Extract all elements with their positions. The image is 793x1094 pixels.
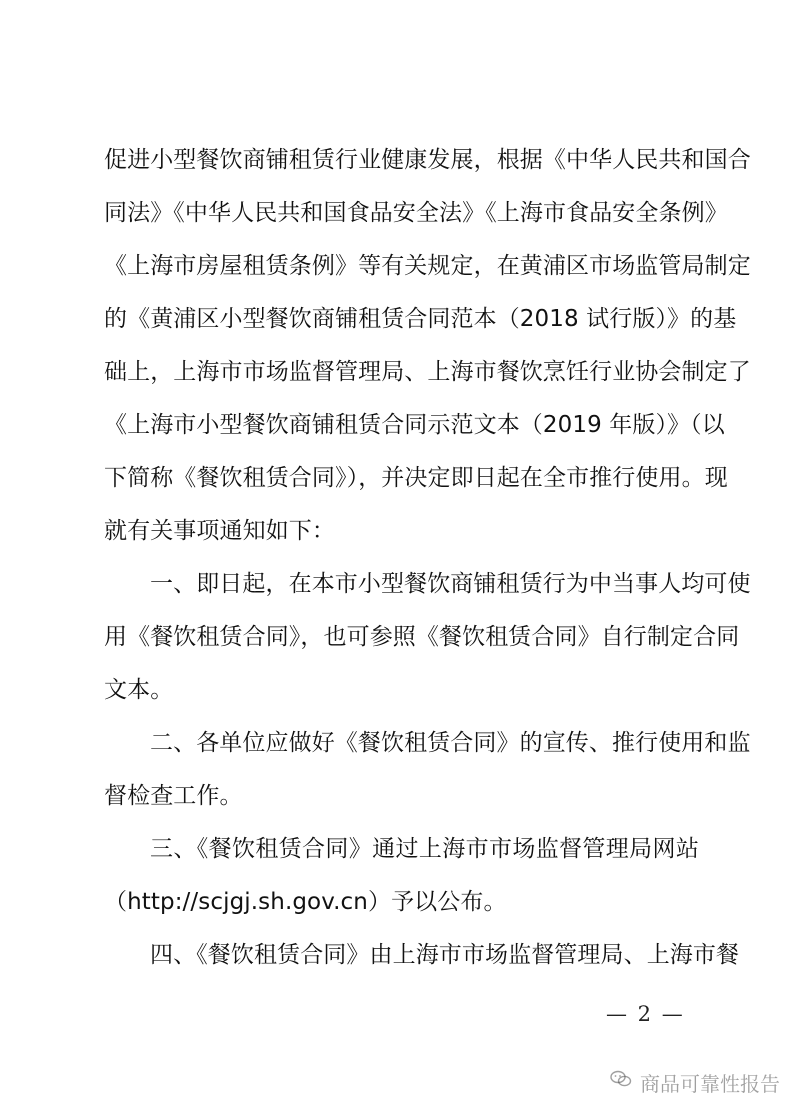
item-four-line: 四、《餐饮租赁合同》由上海市市场监督管理局、上海市餐: [150, 935, 699, 975]
item-three-line: （http://scjgj.sh.gov.cn）予以公布。: [104, 882, 507, 922]
paragraph-line: 《上海市房屋租赁条例》等有关规定，在黄浦区市场监管局制定: [104, 246, 699, 286]
item-two-line: 督检查工作。: [104, 776, 243, 816]
paragraph-line: 《上海市小型餐饮商铺租赁合同示范文本（2019 年版）》（以: [104, 405, 699, 445]
item-one-line: 文本。: [104, 670, 173, 710]
paragraph-line: 础上，上海市市场监督管理局、上海市餐饮烹饪行业协会制定了: [104, 352, 699, 392]
paragraph-line: 下简称《餐饮租赁合同》），并决定即日起在全市推行使用。现: [104, 458, 699, 498]
item-one-line: 用《餐饮租赁合同》，也可参照《餐饮租赁合同》自行制定合同: [104, 617, 699, 657]
paragraph-line: 促进小型餐饮商铺租赁行业健康发展，根据《中华人民共和国合: [104, 140, 699, 180]
watermark-text: 商品可靠性报告: [640, 1068, 780, 1094]
item-two-line: 二、各单位应做好《餐饮租赁合同》的宣传、推行使用和监: [150, 723, 699, 763]
paragraph-line: 的《黄浦区小型餐饮商铺租赁合同范本（2018 试行版）》的基: [104, 299, 699, 339]
watermark: [610, 1064, 793, 1094]
item-three-line: 三、《餐饮租赁合同》通过上海市市场监督管理局网站: [150, 829, 699, 869]
paragraph-line: 就有关事项通知如下：: [104, 511, 335, 551]
page-number: — 2 —: [606, 1000, 685, 1028]
paragraph-line: 同法》《中华人民共和国食品安全法》《上海市食品安全条例》: [104, 193, 699, 233]
wechat-logo-icon: [610, 1070, 632, 1088]
item-one-line: 一、即日起，在本市小型餐饮商铺租赁行为中当事人均可使: [150, 564, 699, 604]
